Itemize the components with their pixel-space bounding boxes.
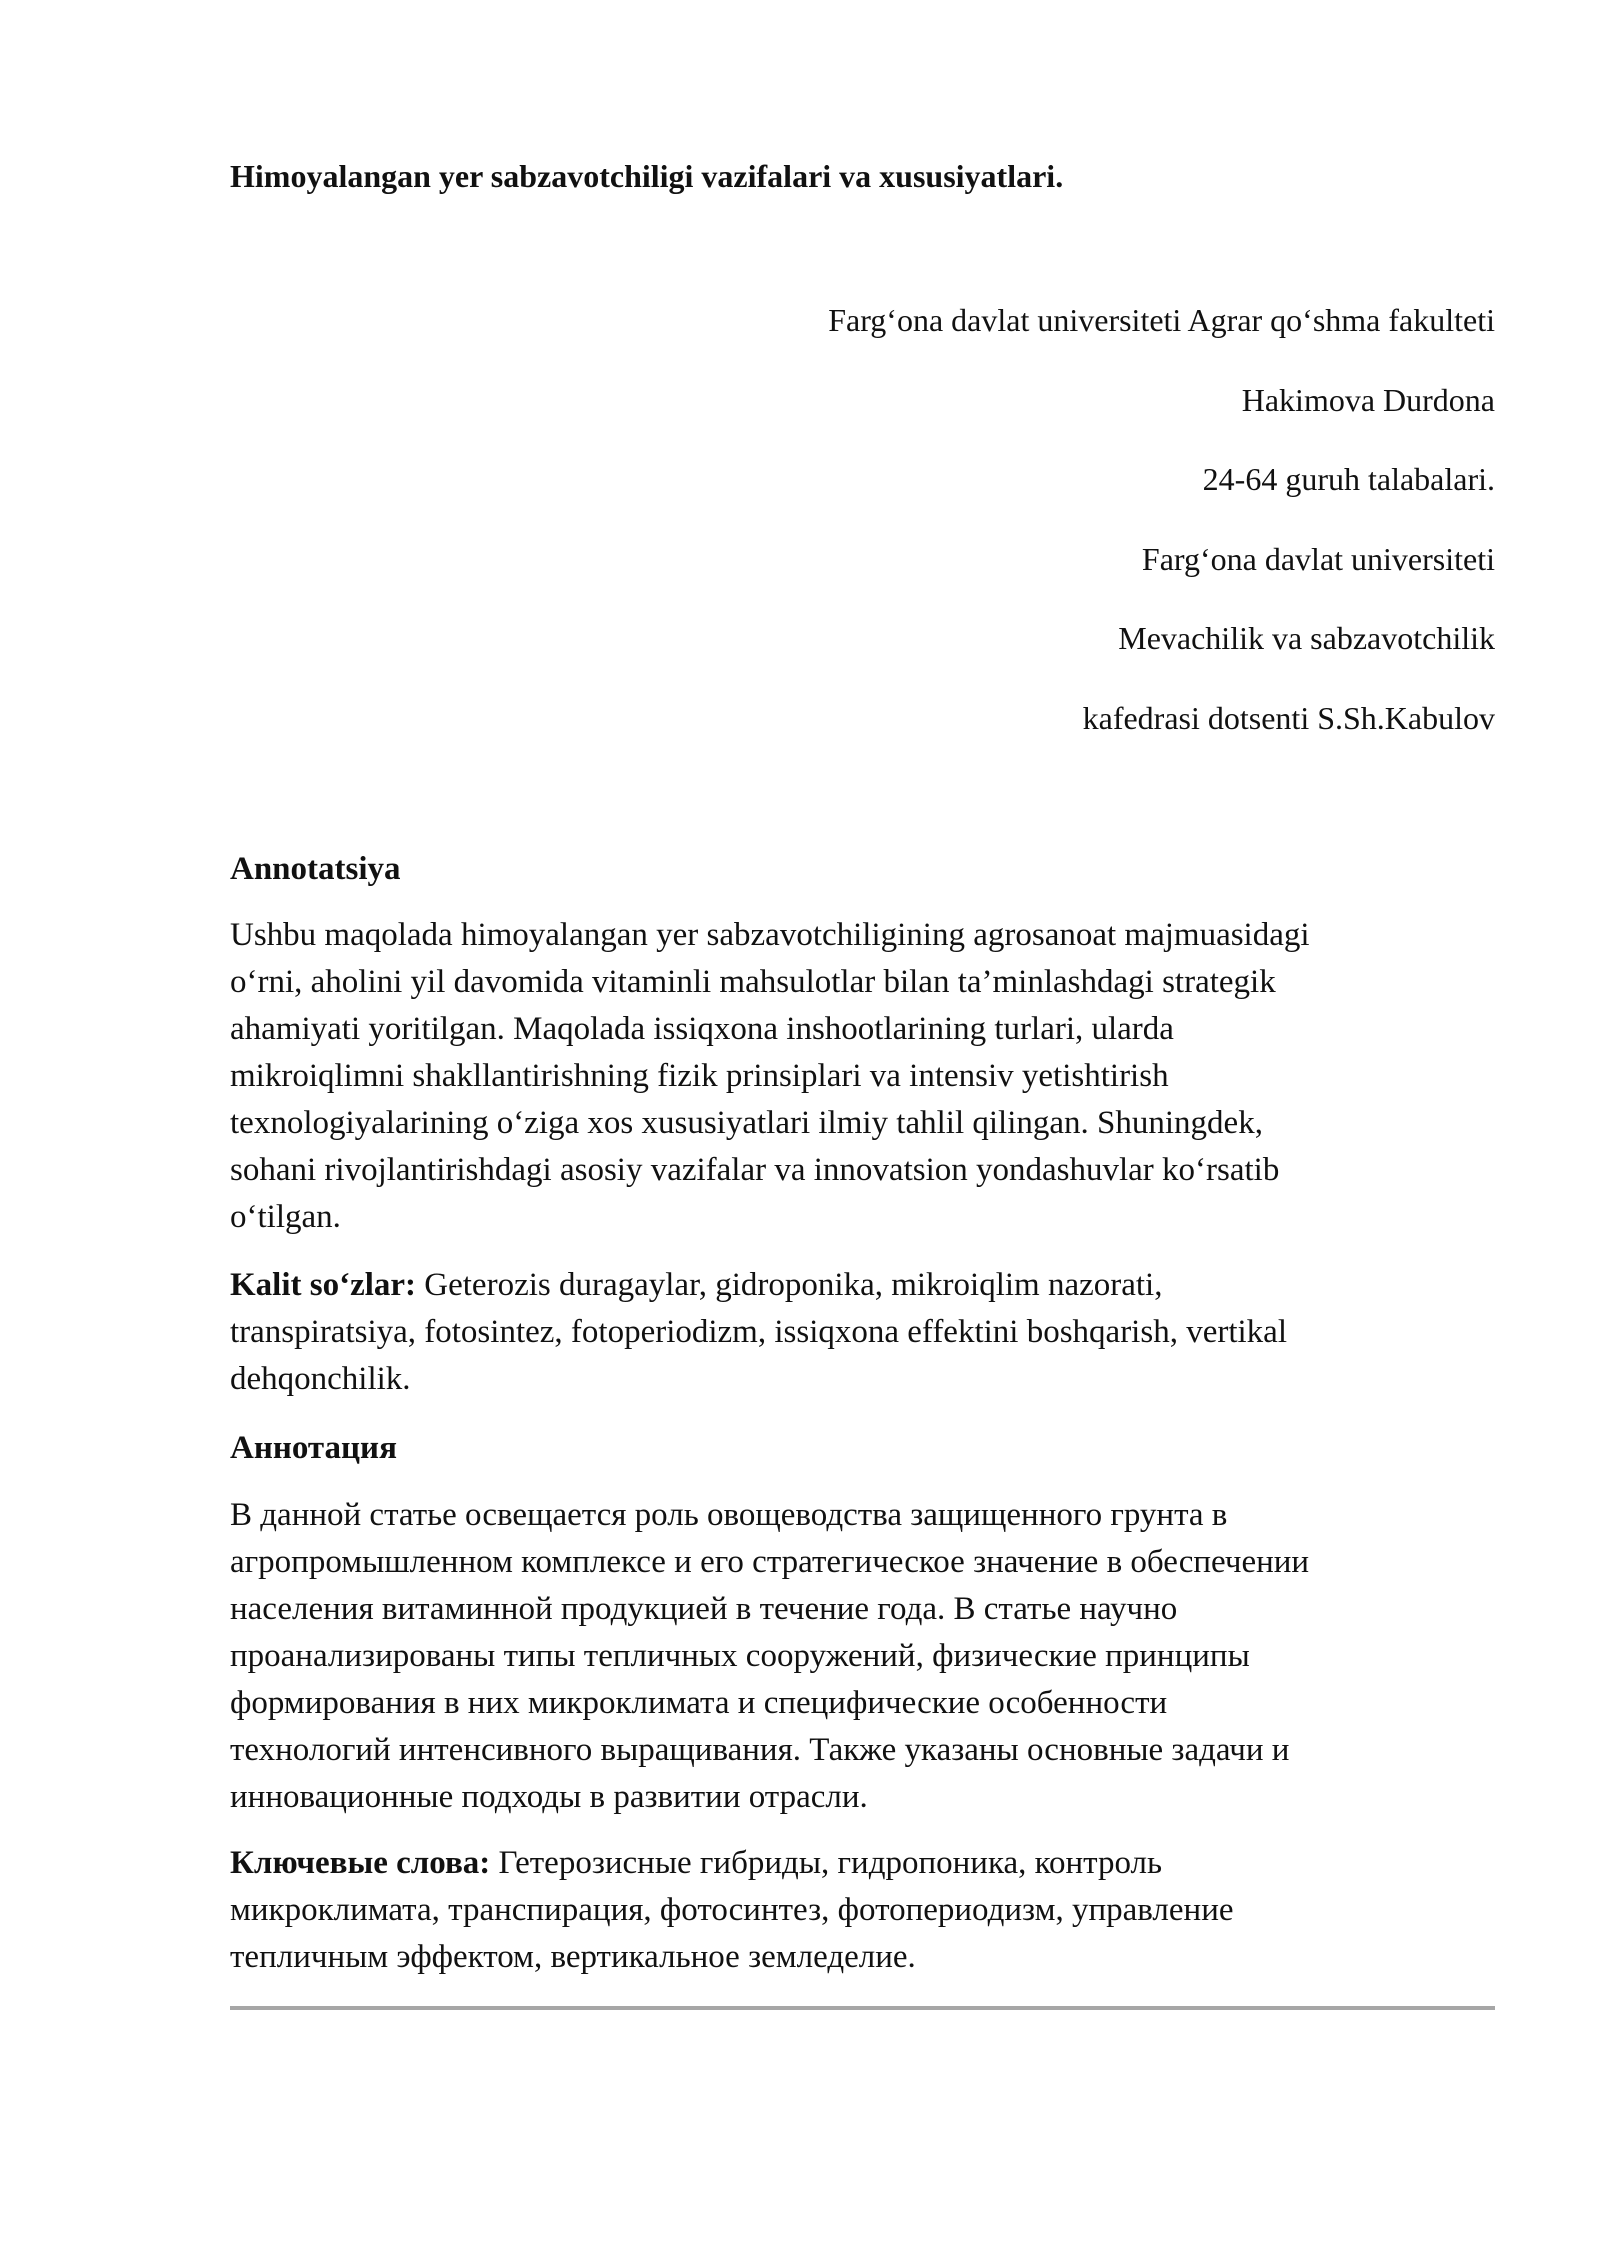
abstract-uz-line: Ushbu maqolada himoyalangan yer sabzavotchiligining agrosanoat majmuasidagi — [230, 917, 1310, 953]
keywords-uz-label: Kalit so‘zlar: — [230, 1267, 417, 1303]
keywords-uz-text: Geterozis duragaylar, gidroponika, mikroiqlim nazorati, — [416, 1267, 1163, 1303]
keywords-ru-text: Гетерозисные гибриды, гидропоника, контроль — [490, 1845, 1163, 1881]
keywords-uz-line: dehqonchilik. — [230, 1361, 411, 1397]
abstract-ru-line: населения витаминной продукцией в течение года. В статье научно — [230, 1591, 1178, 1627]
supervisor-university: Farg‘ona davlat universiteti — [1141, 540, 1495, 577]
abstract-uz-body — [230, 912, 1495, 1241]
keywords-ru-line — [230, 1840, 1495, 1887]
supervisor-name: kafedrasi dotsenti S.Sh.Kabulov — [1082, 699, 1495, 736]
paper-title: Himoyalangan yer sabzavotchiligi vazifalari va xususiyatlari. — [230, 158, 1064, 194]
author-name: Hakimova Durdona — [1241, 381, 1495, 418]
keywords-ru-line: тепличным эффектом, вертикальное земледелие. — [230, 1939, 916, 1975]
abstract-ru-body — [230, 1492, 1495, 1821]
abstract-uz-line: mikroiqlimni shakllantirishning fizik prinsiplari va intensiv yetishtirish — [230, 1058, 1169, 1094]
keywords-ru — [230, 1840, 1495, 1981]
abstract-ru-section — [230, 1424, 1495, 1472]
keywords-uz-line: transpiratsiya, fotosintez, fotoperiodizm, issiqxona effektini boshqarish, vertikal — [230, 1314, 1287, 1350]
keywords-ru-line: микроклимата, транспирация, фотосинтез, фотопериодизм, управление — [230, 1892, 1234, 1928]
keywords-uz-line — [230, 1262, 1495, 1309]
abstract-ru-line: формирования в них микроклимата и специфические особенности — [230, 1685, 1168, 1721]
abstract-ru-line: проанализированы типы тепличных сооружений, физические принципы — [230, 1638, 1250, 1674]
abstract-ru-line: технологий интенсивного выращивания. Также указаны основные задачи и — [230, 1732, 1290, 1768]
section-divider — [230, 2006, 1495, 2010]
author-group: 24-64 guruh talabalari. — [1202, 461, 1495, 497]
keywords-uz — [230, 1262, 1495, 1403]
abstract-uz-line: texnologiyalarining o‘ziga xos xususiyatlari ilmiy tahlil qilingan. Shuningdek, — [230, 1105, 1263, 1141]
abstract-ru-heading: Аннотация — [230, 1430, 397, 1466]
affiliation-faculty: Farg‘ona davlat universiteti Agrar qo‘shma fakulteti — [828, 302, 1495, 338]
abstract-uz-line: o‘tilgan. — [230, 1199, 341, 1235]
abstract-uz-line: sohani rivojlantirishdagi asosiy vazifalar va innovatsion yondashuvlar ko‘rsatib — [230, 1152, 1280, 1188]
keywords-ru-label: Ключевые слова: — [230, 1845, 491, 1881]
abstract-uz-section — [230, 845, 1495, 893]
abstract-ru-line: инновационные подходы в развитии отрасли. — [230, 1779, 868, 1815]
abstract-uz-line: ahamiyati yoritilgan. Maqolada issiqxona inshootlarining turlari, ularda — [230, 1011, 1174, 1047]
author-affiliation-block — [595, 296, 1495, 773]
abstract-uz-heading: Annotatsiya — [230, 851, 401, 887]
abstract-uz-line: o‘rni, aholini yil davomida vitaminli mahsulotlar bilan ta’minlashdagi strategik — [230, 964, 1276, 1000]
abstract-ru-line: агропромышленном комплексе и его стратегическое значение в обеспечении — [230, 1544, 1310, 1580]
abstract-ru-line: В данной статье освещается роль овощеводства защищенного грунта в — [230, 1497, 1228, 1533]
supervisor-department: Mevachilik va sabzavotchilik — [1118, 620, 1495, 656]
